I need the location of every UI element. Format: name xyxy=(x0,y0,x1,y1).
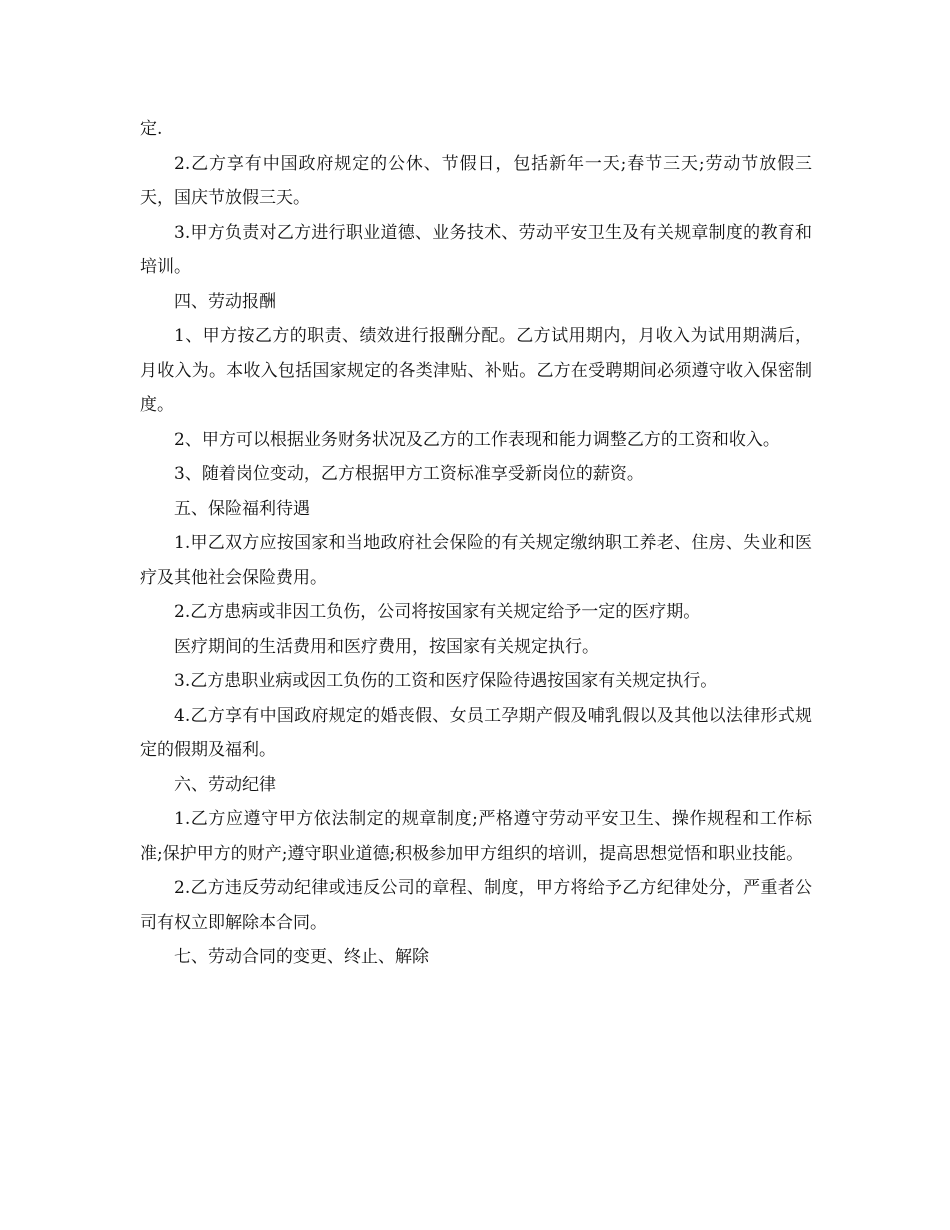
paragraph-insurance-3: 3.乙方患职业病或因工负伤的工资和医疗保险待遇按国家有关规定执行。 xyxy=(174,671,718,691)
paragraph-insurance-2: 2.乙方患病或非因工负伤，公司将按国家有关规定给予一定的医疗期。 xyxy=(174,602,701,622)
paragraph-discipline-2: 2.乙方违反劳动纪律或违反公司的章程、制度，甲方将给予乙方纪律处分，严重者公司有权立即解除本合同。 xyxy=(140,878,812,933)
paragraph-remuneration-2: 2、甲方可以根据业务财务状况及乙方的工作表现和能力调整乙方的工资和收入。 xyxy=(174,429,780,450)
paragraph-holidays: 2.乙方享有中国政府规定的公休、节假日，包括新年一天;春节三天;劳动节放假三天，国庆节放假三天。 xyxy=(140,153,812,208)
document-body xyxy=(140,112,812,975)
section-heading-remuneration: 四、劳动报酬 xyxy=(174,291,276,312)
paragraph-remuneration-1: 1、甲方按乙方的职责、绩效进行报酬分配。乙方试用期内，月收入为试用期满后，月收入为。本收入包括国家规定的各类津贴、补贴。乙方在受聘期间必须遵守收入保密制度。 xyxy=(140,326,812,415)
paragraph-continuation: 定. xyxy=(140,119,163,139)
paragraph-training: 3.甲方负责对乙方进行职业道德、业务技术、劳动平安卫生及有关规章制度的教育和培训。 xyxy=(140,222,812,277)
section-heading-insurance: 五、保险福利待遇 xyxy=(174,498,310,519)
paragraph-insurance-2-cont: 医疗期间的生活费用和医疗费用，按国家有关规定执行。 xyxy=(174,636,599,657)
paragraph-insurance-4: 4.乙方享有中国政府规定的婚丧假、女员工孕期产假及哺乳假以及其他以法律形式规定的假期及福利。 xyxy=(140,705,812,760)
section-heading-discipline: 六、劳动纪律 xyxy=(174,774,276,795)
paragraph-remuneration-3: 3、随着岗位变动，乙方根据甲方工资标准享受新岗位的薪资。 xyxy=(174,464,644,484)
section-heading-contract-changes: 七、劳动合同的变更、终止、解除 xyxy=(174,947,429,967)
paragraph-insurance-1: 1.甲乙双方应按国家和当地政府社会保险的有关规定缴纳职工养老、住房、失业和医疗及其他社会保险费用。 xyxy=(140,533,812,588)
paragraph-discipline-1: 1.乙方应遵守甲方依法制定的规章制度;严格遵守劳动平安卫生、操作规程和工作标准;保护甲方的财产;遵守职业道德;积极参加甲方组织的培训，提高思想觉悟和职业技能。 xyxy=(140,809,812,864)
